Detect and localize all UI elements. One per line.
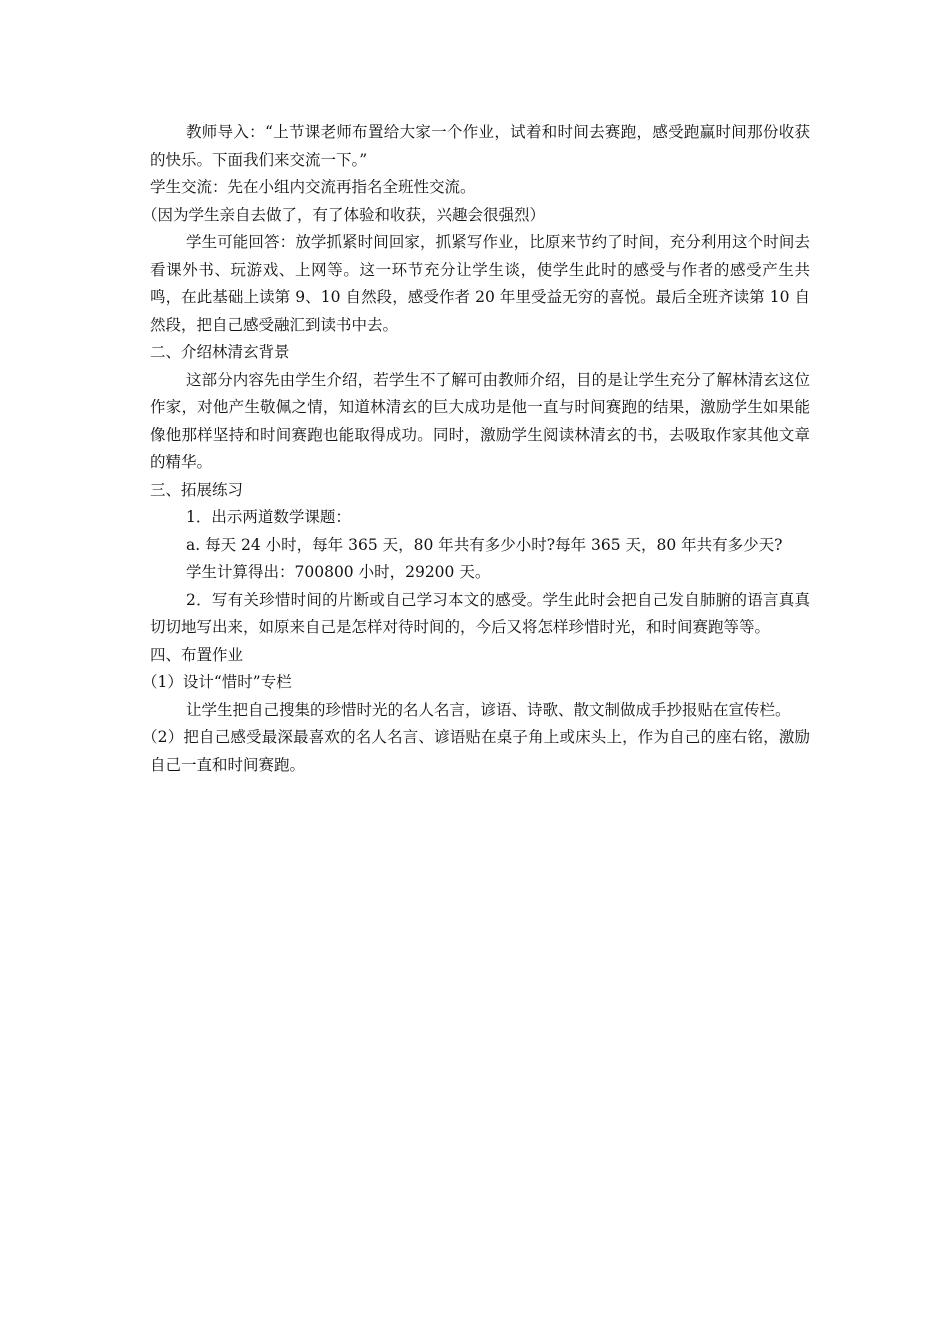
paragraph-student-exchange: 学生交流：先在小组内交流再指名全班性交流。 <box>150 178 476 196</box>
paragraph-note: （因为学生亲自去做了，有了体验和收获，兴趣会很强烈） <box>142 205 546 224</box>
section-heading-background: 二、介绍林清玄背景 <box>150 343 290 361</box>
document-body <box>142 119 810 779</box>
paragraph-background: 这部分内容先由学生介绍，若学生不了解可由教师介绍，目的是让学生充分了解林清玄这位作家，对他产生敬佩之情，知道林清玄的巨大成功是他一直与时间赛跑的结果，激励学生如果能像他那样坚持和时间赛跑也能取得成功。同时，激励学生阅读林清玄的书，去吸取作家其他文章的精华。 <box>150 370 810 471</box>
paragraph-student-answer: 学生可能回答：放学抓紧时间回家，抓紧写作业，比原来节约了时间，充分利用这个时间去看课外书、玩游戏、上网等。这一环节充分让学生谈，使学生此时的感受与作者的感受产生共鸣，在此基础上读第 9、10 自然段，感受作者 20 年里受益无穷的喜悦。最后全班齐读第 10 自然段，把自己感受融汇到读书中去。 <box>150 233 810 334</box>
section-heading-exercises: 三、拓展练习 <box>150 480 244 499</box>
homework-item-2: （2）把自己感受最深最喜欢的名人名言、谚语贴在桌子角上或床头上，作为自己的座右铭，激励自己一直和时间赛跑。 <box>142 728 810 774</box>
paragraph-teacher-intro: 教师导入：“上节课老师布置给大家一个作业，试着和时间去赛跑，感受跑赢时间那份收获的快乐。下面我们来交流一下。” <box>150 123 810 169</box>
homework-item-1: （1）设计“惜时”专栏 <box>142 673 292 691</box>
exercise-math-question: a. 每天 24 小时，每年 365 天，80 年共有多少小时?每年 365 天，80 年共有多少天? <box>186 535 783 554</box>
exercise-item-2: 2．写有关珍惜时间的片断或自己学习本文的感受。学生此时会把自己发自肺腑的语言真真切切地写出来，如原来自己是怎样对待时间的，今后又将怎样珍惜时光，和时间赛跑等等。 <box>150 590 810 636</box>
section-heading-homework: 四、布置作业 <box>150 645 244 664</box>
homework-item-1-detail: 让学生把自己搜集的珍惜时光的名人名言，谚语、诗歌、散文制做成手抄报贴在宣传栏。 <box>186 700 791 719</box>
exercise-item-1: 1．出示两道数学课题： <box>186 508 351 526</box>
exercise-math-answer: 学生计算得出：700800 小时，29200 天。 <box>186 563 491 581</box>
